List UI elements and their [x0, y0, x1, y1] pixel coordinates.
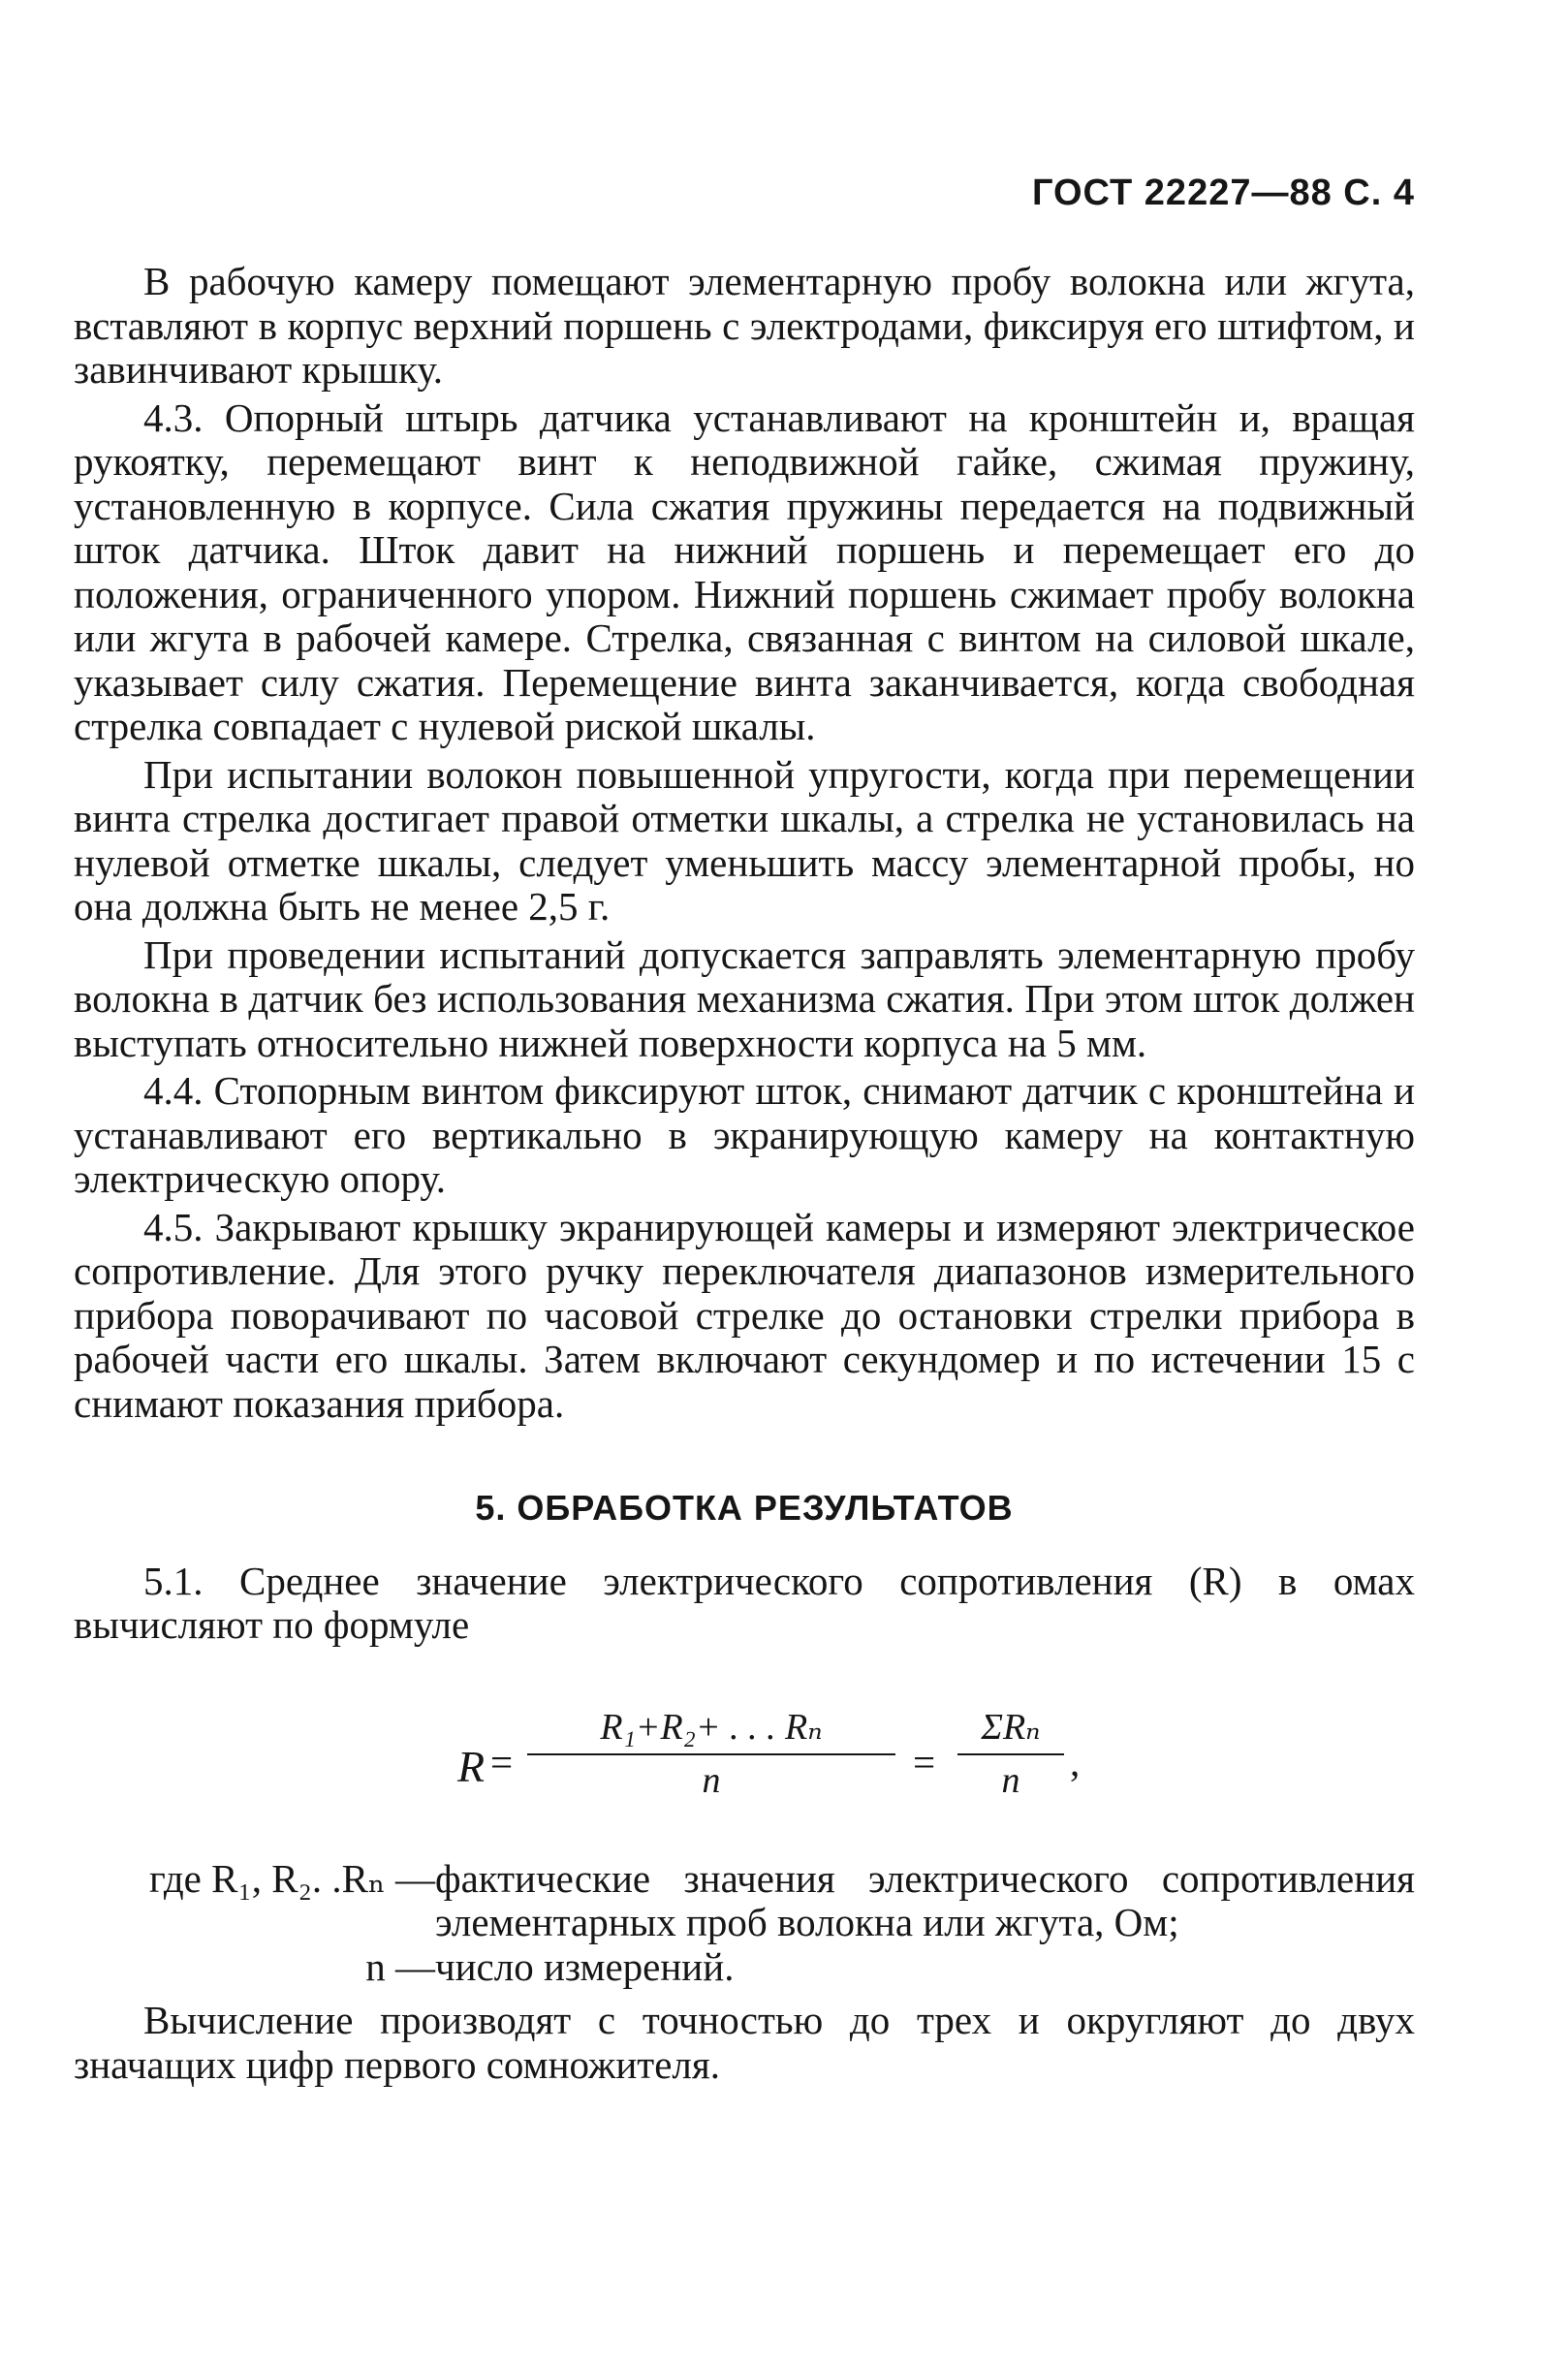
formula-lhs: R: [457, 1741, 486, 1791]
paragraph-4-3: 4.3. Опорный штырь датчика устанавливают на кронштейн и, вращая рукоятку, перемещают винт к неподвижной гайке, сжимая пружину, установленную в корпусе. Сила сжатия пружины передается на подвижный шток датчика. Шток давит на нижний поршень и перемещает его до положения, ограниченного упором. Нижний поршень сжимает пробу волокна или жгута в рабочей камере. Стрелка, связанная с винтом на силовой шкале, указывает силу сжатия. Перемещение винта заканчивается, когда свободная стрелка совпадает с нулевой риской шкалы.: [74, 394, 1415, 748]
paragraph-4-5: 4.5. Закрывают крышку экранирующей камеры и измеряют электрическое сопротивление. Для этого ручку переключателя диапазонов измерительного прибора поворачивают по часовой стрелке до остановки стрелки прибора в рабочей части его шкалы. Затем включают секундомер и по истечении 15 с снимают показания прибора.: [74, 1204, 1415, 1426]
paragraph-4-4: 4.4. Стопорным винтом фиксируют шток, снимают датчик с кронштейна и устанавливают его вертикально в экранирующую камеру на контактную электрическую опору.: [74, 1068, 1415, 1201]
section-title: 5. ОБРАБОТКА РЕЗУЛЬТАТОВ: [475, 1488, 1014, 1528]
paragraph-rounding: Вычисление производят с точностью до трех и округляют до двух значащих цифр первого сомножителя.: [74, 1998, 1415, 2087]
paragraph-sample-placement: В рабочую камеру помещают элементарную пробу волокна или жгута, вставляют в корпус верхний поршень с электродами, фиксируя его штифтом, и завинчивают крышку.: [74, 259, 1415, 392]
legend-row-n: [74, 1945, 1415, 1990]
formula-fraction-sigma: [957, 1706, 1064, 1804]
legend-term-r: где R₁, R₂. .Rₙ —: [149, 1855, 435, 1901]
legend-desc-n: число измерений.: [435, 1943, 735, 1989]
formula-legend: [74, 1857, 1415, 1990]
paragraph-manual-loading: При проведении испытаний допускается заправлять элементарную пробу волокна в датчик без использования механизма сжатия. При этом шток должен выступать относительно нижней поверхности корпуса на 5 мм.: [74, 931, 1415, 1065]
formula-comma: ,: [1070, 1739, 1081, 1784]
formula-equals-1: =: [490, 1739, 514, 1784]
formula-mean-resistance: [74, 1692, 1415, 1838]
paragraph-5-1: 5.1. Среднее значение электрического сопротивления (R) в омах вычисляют по формуле: [74, 1558, 1415, 1647]
legend-desc-r: фактические значения электрического сопротивления элементарных проб волокна или жгута, Ом;: [435, 1855, 1415, 1944]
fraction-sigma-numerator: ΣRₙ: [957, 1706, 1064, 1756]
page-header: ГОСТ 22227—88 С. 4: [1031, 173, 1415, 213]
formula-fraction-sum: [527, 1706, 895, 1804]
legend-term-n: n —: [365, 1943, 435, 1989]
formula-equals-2: =: [913, 1739, 936, 1784]
document-body: [74, 260, 1415, 2091]
fraction-sigma-denominator: n: [1001, 1760, 1020, 1801]
paragraph-high-elasticity: При испытании волокон повышенной упругости, когда при перемещении винта стрелка достигает правой отметки шкалы, а стрелка не установилась на нулевой отметке шкалы, следует уменьшить массу элементарной пробы, но она должна быть не менее 2,5 г.: [74, 751, 1415, 929]
fraction-sum-numerator: R₁+R₂+ . . . Rₙ: [527, 1706, 895, 1756]
legend-row-r: [74, 1857, 1415, 1945]
fraction-sum-denominator: n: [702, 1760, 721, 1801]
